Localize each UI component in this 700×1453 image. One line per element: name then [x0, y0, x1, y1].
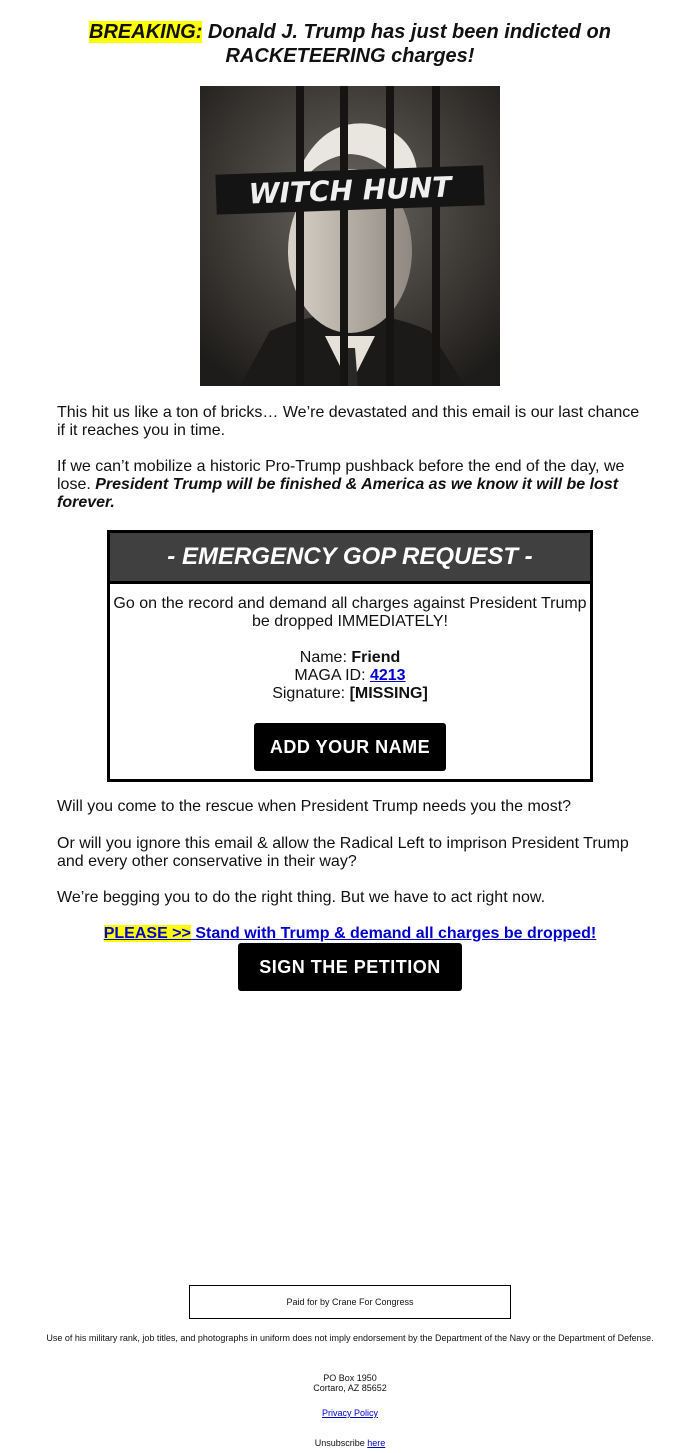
petition-link[interactable] [104, 925, 597, 942]
signature-row [110, 685, 590, 703]
name-label: Name: [299, 649, 352, 666]
name-row [110, 649, 590, 667]
privacy-row [40, 1408, 660, 1418]
request-title: - EMERGENCY GOP REQUEST - [110, 533, 590, 584]
disclaimer: Use of his military rank, job titles, and photographs in uniform does not imply endorsement by the Department of the Navy or the Department of Defense. [46, 1333, 654, 1343]
maga-id-row [110, 667, 590, 685]
petition-link-line [40, 924, 660, 944]
sign-the-petition-button[interactable]: SIGN THE PETITION [238, 943, 462, 991]
headline [40, 20, 660, 68]
intro-paragraph-1: This hit us like a ton of bricks… We’re devastated and this email is our last chance if it reaches you in time. [57, 404, 640, 439]
headline-lead: BREAKING: [89, 21, 203, 43]
witch-hunt-text: WITCH HUNT [248, 170, 452, 211]
signature-value: [MISSING] [349, 685, 428, 702]
address-line-1: PO Box 1950 [323, 1373, 377, 1383]
petition-link-text: Stand with Trump & demand all charges be dropped! [190, 925, 597, 942]
closing-paragraph-3: We’re begging you to do the right thing. But we have to act right now. [57, 889, 546, 906]
maga-id-link[interactable]: 4213 [369, 667, 406, 684]
intro-paragraph-2-emphasis: President Trump will be finished & America as we know it will be lost forever. [57, 476, 619, 511]
hero-image [200, 86, 500, 386]
name-value: Friend [351, 649, 401, 666]
maga-id-label: MAGA ID: [294, 667, 370, 684]
privacy-policy-link[interactable]: Privacy Policy [321, 1408, 378, 1418]
hero-illustration [200, 86, 500, 386]
add-your-name-button[interactable]: ADD YOUR NAME [254, 723, 446, 771]
unsubscribe-row [40, 1438, 660, 1448]
closing-paragraph-1: Will you come to the rescue when President Trump needs you the most? [57, 798, 572, 815]
intro-paragraph-2 [57, 458, 647, 512]
mailing-address [40, 1373, 660, 1393]
unsubscribe-link[interactable]: here [367, 1438, 386, 1448]
paid-for-box: Paid for by Crane For Congress [189, 1285, 511, 1319]
unsubscribe-text: Unsubscribe [314, 1438, 368, 1448]
request-body [110, 584, 590, 771]
signature-label: Signature: [272, 685, 350, 702]
request-text: Go on the record and demand all charges against President Trump be dropped IMMEDIATELY! [113, 595, 587, 630]
closing-paragraph-2: Or will you ignore this email & allow the Radical Left to imprison President Trump and every other conservative in their way? [57, 835, 629, 870]
emergency-request-box [107, 530, 593, 782]
address-line-2: Cortaro, AZ 85652 [313, 1383, 387, 1393]
headline-text: Donald J. Trump has just been indicted on RACKETEERING charges! [202, 21, 611, 67]
petition-link-lead: PLEASE >> [103, 925, 191, 942]
intro-paragraph-2-text: If we can’t mobilize a historic Pro-Trump pushback before the end of the day, we lose. [57, 458, 625, 493]
